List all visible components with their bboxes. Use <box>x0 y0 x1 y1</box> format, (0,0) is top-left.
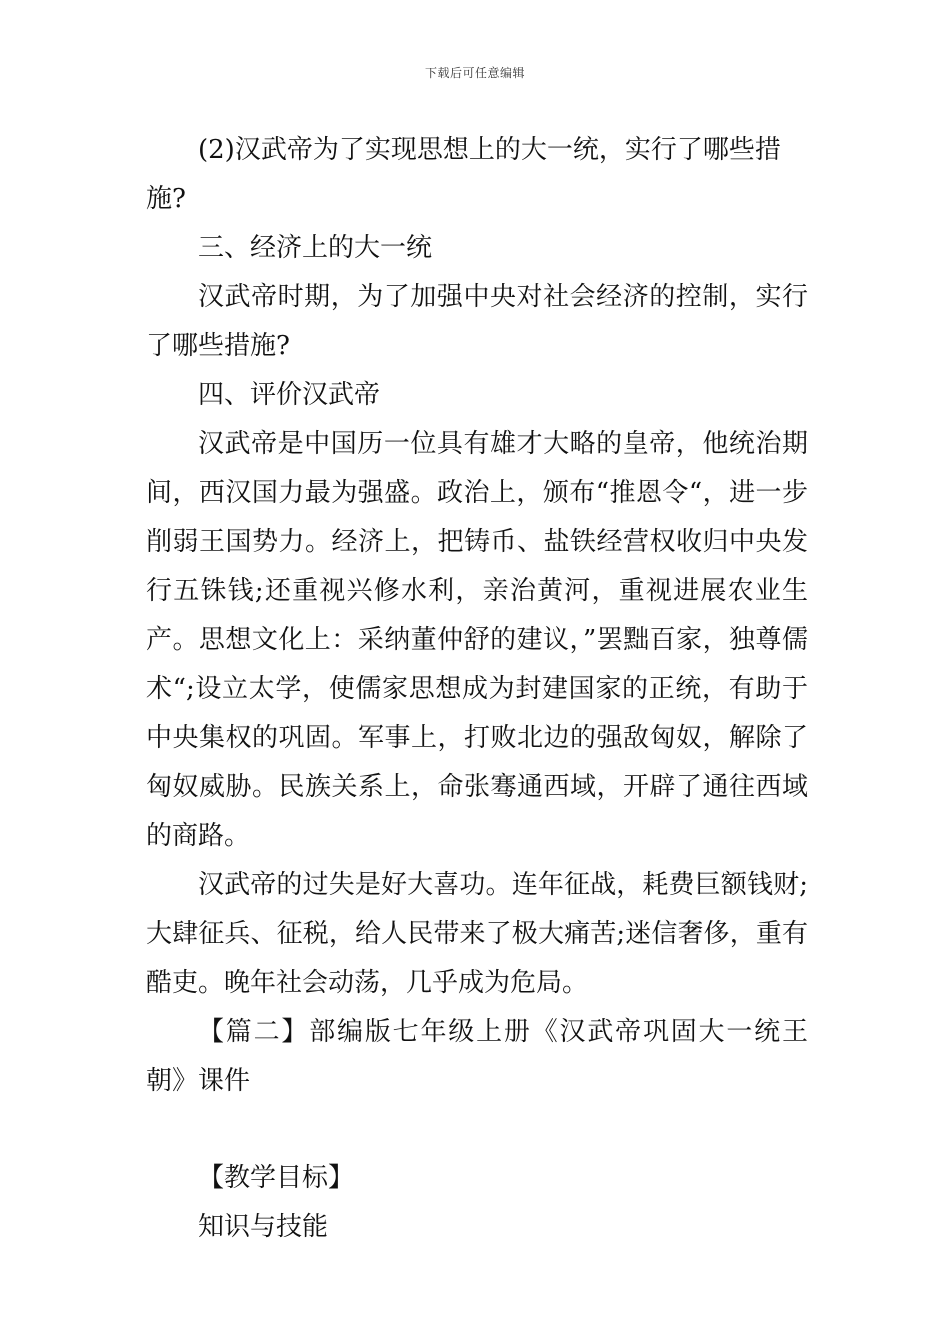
section-3-title: 三、经济上的大一统 <box>198 233 433 263</box>
section-4-body-2: 汉武帝的过失是好大喜功。连年征战，耗费巨额钱财;大肆征兵、征税，给人民带来了极大痛苦;迷信奢侈，重有酷吏。晚年社会动荡，几乎成为危局。 <box>146 870 808 998</box>
blank-line <box>146 1106 808 1154</box>
section-4-body-1: 汉武帝是中国历一位具有雄才大略的皇帝，他统治期间，西汉国力最为强盛。政治上，颁布“推恩令“，进一步削弱王国势力。经济上，把铸币、盐铁经营权收归中央发行五铢钱;还重视兴修水利，亲治黄河，重视进展农业生产。思想文化上：采纳董仲舒的建议，”罢黜百家，独尊儒术“;设立太学，使儒家思想成为封建国家的正统，有助于中央集权的巩固。军事上，打败北边的强敌匈奴，解除了匈奴威胁。民族关系上，命张骞通西域，开辟了通往西域的商路。 <box>146 429 808 851</box>
part-2-title: 【篇二】部编版七年级上册《汉武帝巩固大一统王朝》课件 <box>146 1017 808 1096</box>
section-4-title: 四、评价汉武帝 <box>198 380 381 410</box>
section-3-body: 汉武帝时期，为了加强中央对社会经济的控制，实行了哪些措施? <box>146 282 808 361</box>
page-header: 下载后可任意编辑 <box>424 66 525 80</box>
knowledge-skills-heading: 知识与技能 <box>198 1212 329 1242</box>
question-2: (2)汉武帝为了实现思想上的大一统，实行了哪些措施? <box>146 135 781 214</box>
document-body <box>146 126 808 1252</box>
teaching-goals-heading: 【教学目标】 <box>198 1163 355 1193</box>
